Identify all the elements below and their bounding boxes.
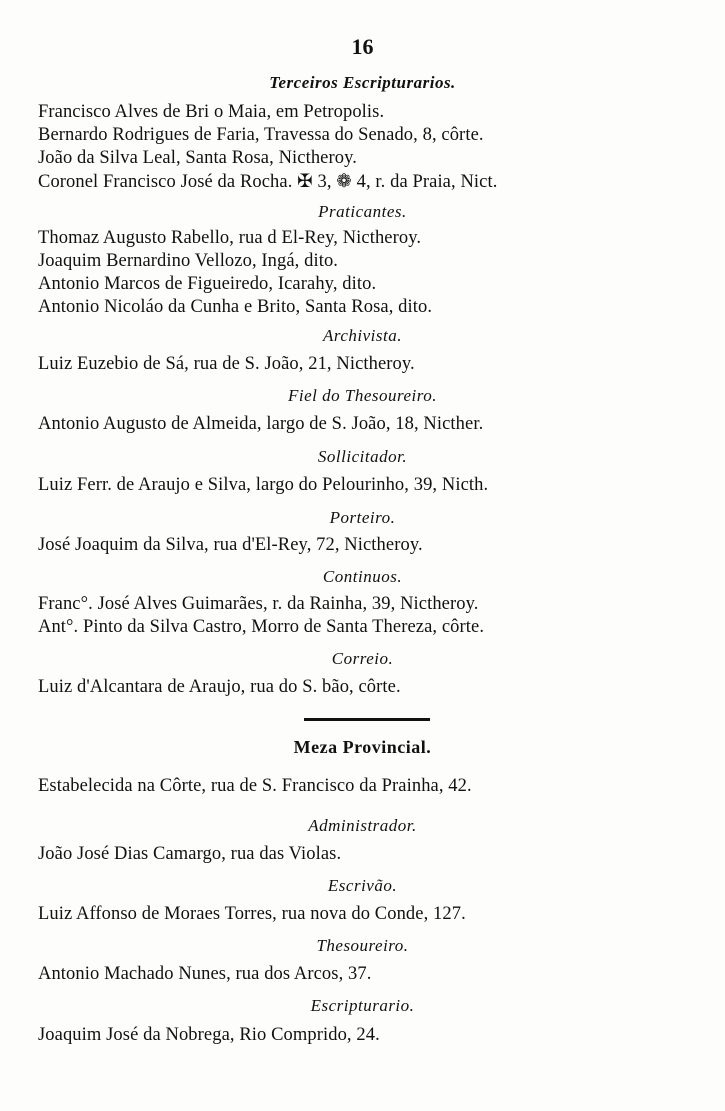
entry-text: Luiz d'Alcantara de Araujo, rua do S. bão, côrte. — [38, 677, 401, 697]
entry-text: Francisco Alves de Bri o Maia, em Petropolis. — [38, 102, 385, 122]
heading-administrador: Administrador. — [308, 816, 417, 835]
entry-text: João da Silva Leal, Santa Rosa, Nictheroy. — [38, 148, 357, 168]
entry-text: Antonio Marcos de Figueiredo, Icarahy, dito. — [38, 274, 377, 294]
page-number: 16 — [351, 34, 374, 59]
entry-text: José Joaquim da Silva, rua d'El-Rey, 72, Nictheroy. — [38, 535, 423, 555]
entry-text: Luiz Euzebio de Sá, rua de S. João, 21, Nictheroy. — [38, 354, 415, 374]
entry-text: Joaquim Bernardino Vellozo, Ingá, dito. — [38, 251, 339, 271]
heading-meza-provincial: Meza Provincial. — [293, 737, 432, 757]
entry-text: Antonio Machado Nunes, rua dos Arcos, 37. — [38, 964, 372, 984]
section-divider — [304, 718, 430, 721]
heading-escrivao: Escrivão. — [327, 876, 398, 895]
heading-correio: Correio. — [331, 649, 394, 668]
entry-text: Joaquim José da Nobrega, Rio Comprido, 24. — [38, 1025, 380, 1045]
entry-text: Antonio Nicoláo da Cunha e Brito, Santa Rosa, dito. — [38, 297, 433, 317]
entry-text: Franc°. José Alves Guimarães, r. da Rainha, 39, Nictheroy. — [38, 594, 479, 614]
heading-praticantes: Praticantes. — [318, 202, 407, 221]
heading-archivista: Archivista. — [323, 326, 402, 345]
entry-text: Coronel Francisco José da Rocha. ✠ 3, ❁ 4, r. da Praia, Nict. — [38, 172, 498, 192]
heading-fiel-do-thesoureiro: Fiel do Thesoureiro. — [288, 386, 437, 405]
heading-sollicitador: Sollicitador. — [317, 447, 408, 466]
entry-text: Antonio Augusto de Almeida, largo de S. João, 18, Nicther. — [38, 414, 484, 434]
entry-text: Luiz Affonso de Moraes Torres, rua nova do Conde, 127. — [38, 904, 466, 924]
heading-porteiro: Porteiro. — [329, 508, 396, 527]
entry-text: Bernardo Rodrigues de Faria, Travessa do Senado, 8, côrte. — [38, 125, 484, 145]
heading-escripturario: Escripturario. — [310, 996, 415, 1015]
entry-text: Thomaz Augusto Rabello, rua d El-Rey, Nictheroy. — [38, 228, 422, 248]
entry-text: João José Dias Camargo, rua das Violas. — [38, 844, 342, 864]
heading-continuos: Continuos. — [322, 567, 403, 586]
heading-terceiros-escripturarios: Terceiros Escripturarios. — [269, 73, 456, 92]
entry-text: Ant°. Pinto da Silva Castro, Morro de Santa Thereza, côrte. — [38, 617, 485, 637]
entry-text: Estabelecida na Côrte, rua de S. Francisco da Prainha, 42. — [38, 776, 472, 796]
heading-thesoureiro: Thesoureiro. — [316, 936, 409, 955]
entry-text: Luiz Ferr. de Araujo e Silva, largo do Pelourinho, 39, Nicth. — [38, 475, 489, 495]
